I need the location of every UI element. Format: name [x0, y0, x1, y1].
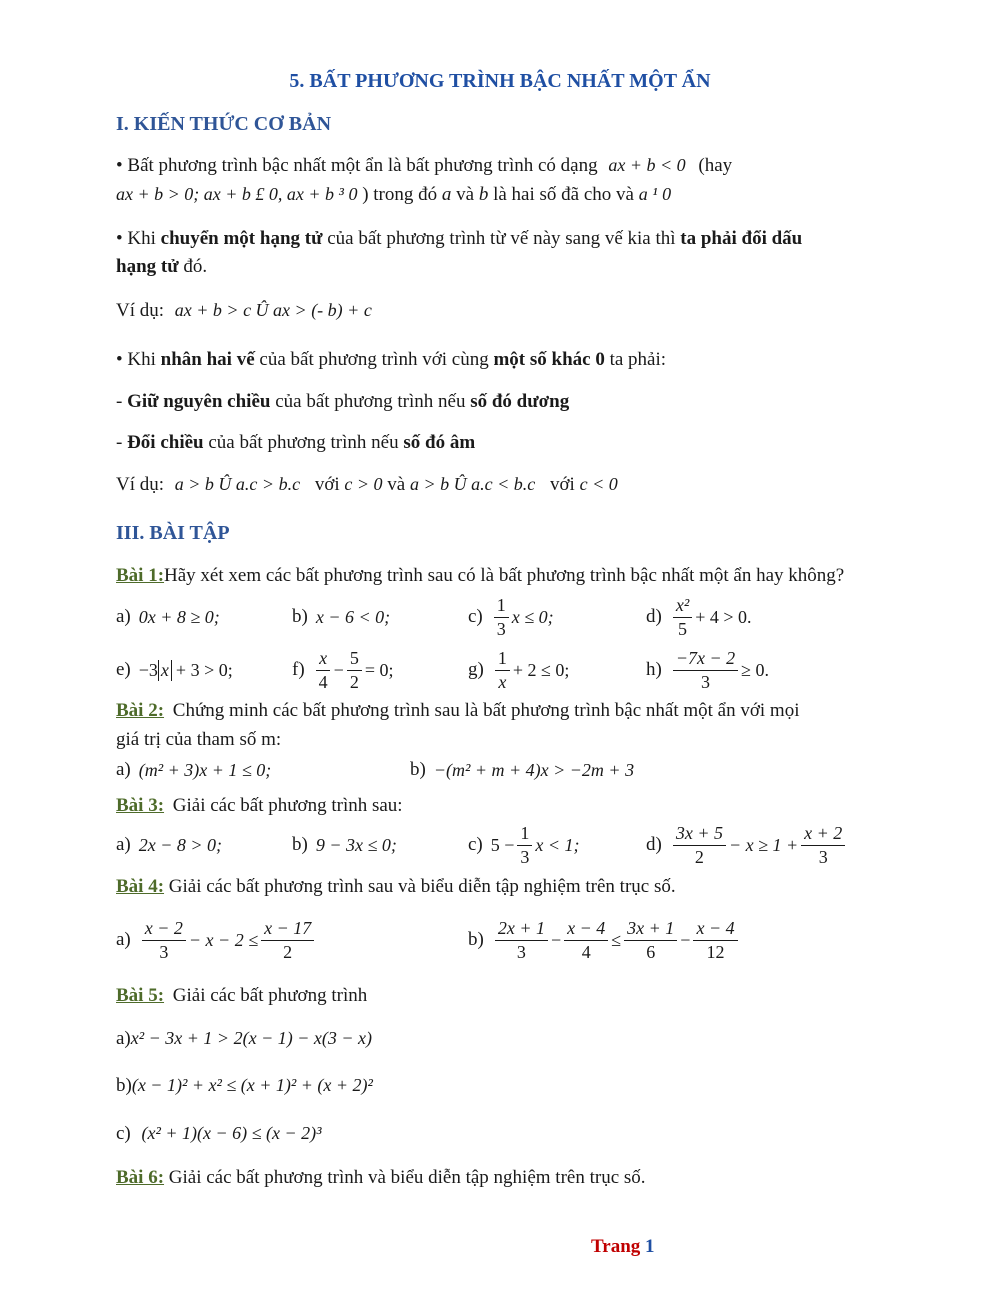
exercise-2-item-a: a) (m² + 3)x + 1 ≤ 0;	[116, 759, 272, 780]
fraction: $\frac{x - 4}{12}$	[693, 919, 737, 962]
exercise-3-items	[116, 820, 916, 870]
exercise-4-item-b: b) $\frac{2x + 1}{3}$ − $\frac{x - 4}{4}$ ≤ $\frac{3x + 1}{6}$ − $\frac{x - 4}{12}$	[468, 915, 741, 965]
multiply-rule: • Khi nhân hai vế của bất phương trình với cùng một số khác 0 ta phải:	[116, 349, 667, 370]
exercise-1-item-e: e) −3 x + 3 > 0;	[116, 659, 233, 680]
example-1: Ví dụ: ax + b > c Û ax > (- b) + c	[116, 300, 372, 321]
fraction: $\frac{-7x - 2}{3}$	[673, 649, 738, 692]
fraction: $\frac{2x + 1}{3}$	[495, 919, 548, 962]
exercise-5-item-b: b)(x − 1)² + x² ≤ (x + 1)² + (x + 2)²	[116, 1075, 373, 1096]
fraction: $\frac{1}{x}$	[495, 649, 510, 692]
transfer-rule-line-2: hạng tử đó.	[116, 256, 208, 277]
exercise-2-heading-cont: giá trị của tham số m:	[116, 729, 282, 750]
fraction: $\frac{x - 4}{4}$	[564, 919, 608, 962]
exercise-6-heading: Bài 6: Giải các bất phương trình và biểu diễn tập nghiệm trên trục số.	[116, 1167, 646, 1188]
exercise-1-heading: Bài 1:Hãy xét xem các bất phương trình sau có là bất phương trình bậc nhất một ẩn hay không?	[116, 565, 845, 586]
fraction: $\frac{5}{2}$	[347, 649, 362, 692]
definition-line-2: ax + b > 0; ax + b £ 0, ax + b ³ 0 ) trong đó a và b là hai số đã cho và a ¹ 0	[116, 184, 672, 205]
example-2: Ví dụ: a > b Û a.c > b.c với c > 0 và a > b Û a.c < b.c với c < 0	[116, 474, 618, 495]
exercise-1-item-b: b) x − 6 < 0;	[292, 606, 391, 627]
exercise-1-item-f: f) $\frac{x}{4}$ − $\frac{5}{2}$ = 0;	[292, 647, 394, 692]
exercise-3-item-a: a) 2x − 8 > 0;	[116, 834, 223, 855]
fraction: $\frac{1}{3}$	[494, 596, 509, 639]
exercise-3-item-b: b) 9 − 3x ≤ 0;	[292, 834, 397, 855]
page-title: 5. BẤT PHƯƠNG TRÌNH BẬC NHẤT MỘT ẨN	[289, 70, 711, 92]
page-footer: Trang 1	[591, 1236, 655, 1257]
fraction: $\frac{x - 17}{2}$	[261, 919, 314, 962]
exercise-2-heading: Bài 2: Chứng minh các bất phương trình sau là bất phương trình bậc nhất một ẩn với mọi	[116, 700, 800, 721]
exercise-1-item-d: d) $\frac{\text{x²}}{5}$ + 4 > 0.	[646, 594, 752, 639]
exercise-1-item-h: h) $\frac{-7x - 2}{3}$ ≥ 0.	[646, 647, 770, 692]
exercise-5-heading: Bài 5: Giải các bất phương trình	[116, 985, 368, 1006]
exercise-3-heading: Bài 3: Giải các bất phương trình sau:	[116, 795, 403, 816]
exercise-2-items	[116, 748, 916, 792]
fraction: $\frac{\text{x²}}{5}$	[673, 596, 692, 639]
exercise-1-row-1	[116, 592, 916, 642]
exercise-4-item-a: a) $\frac{x - 2}{3}$ − x − 2 ≤ $\frac{x - 17}{2}$	[116, 915, 317, 965]
exercise-3-item-c: c) 5 − $\frac{1}{3}$ x < 1;	[468, 822, 580, 867]
fraction: $\frac{x - 2}{3}$	[142, 919, 186, 962]
exercise-5-item-a: a)x² − 3x + 1 > 2(x − 1) − x(3 − x)	[116, 1028, 372, 1049]
section-heading-exercises: III. BÀI TẬP	[116, 522, 230, 544]
exercise-1-item-a: a) 0x + 8 ≥ 0;	[116, 606, 220, 627]
transfer-rule-line-1: • Khi chuyển một hạng tử của bất phương trình từ vế này sang vế kia thì ta phải đổi dấu	[116, 228, 803, 249]
definition-line-1: • Bất phương trình bậc nhất một ẩn là bất phương trình có dạng ax + b < 0 (hay	[116, 155, 733, 176]
exercise-4-items	[116, 915, 916, 965]
exercise-1-row-2	[116, 645, 916, 695]
fraction: $\frac{x}{4}$	[316, 649, 331, 692]
reverse-direction-rule: - Đổi chiều của bất phương trình nếu số đó âm	[116, 432, 476, 453]
exercise-5-item-c: c) (x² + 1)(x − 6) ≤ (x − 2)³	[116, 1123, 322, 1144]
keep-direction-rule: - Giữ nguyên chiều của bất phương trình nếu số đó dương	[116, 391, 570, 412]
fraction: $\frac{3x + 1}{6}$	[624, 919, 677, 962]
exercise-3-item-d: d) $\frac{3x + 5}{2}$ − x ≥ 1 + $\frac{x + 2}{3}$	[646, 820, 848, 870]
page-number: 1	[645, 1236, 655, 1257]
exercise-4-heading: Bài 4: Giải các bất phương trình sau và biểu diễn tập nghiệm trên trục số.	[116, 876, 676, 897]
exercise-1-item-c: c) $\frac{1}{3}$ x ≤ 0;	[468, 594, 554, 639]
fraction: $\frac{x + 2}{3}$	[801, 824, 845, 867]
section-heading-basic: I. KIẾN THỨC CƠ BẢN	[116, 113, 332, 135]
fraction: $\frac{3x + 5}{2}$	[673, 824, 726, 867]
exercise-2-item-b: b) −(m² + m + 4)x > −2m + 3	[410, 759, 635, 780]
fraction: $\frac{1}{3}$	[517, 824, 532, 867]
exercise-1-item-g: g) $\frac{1}{x}$ + 2 ≤ 0;	[468, 647, 570, 692]
